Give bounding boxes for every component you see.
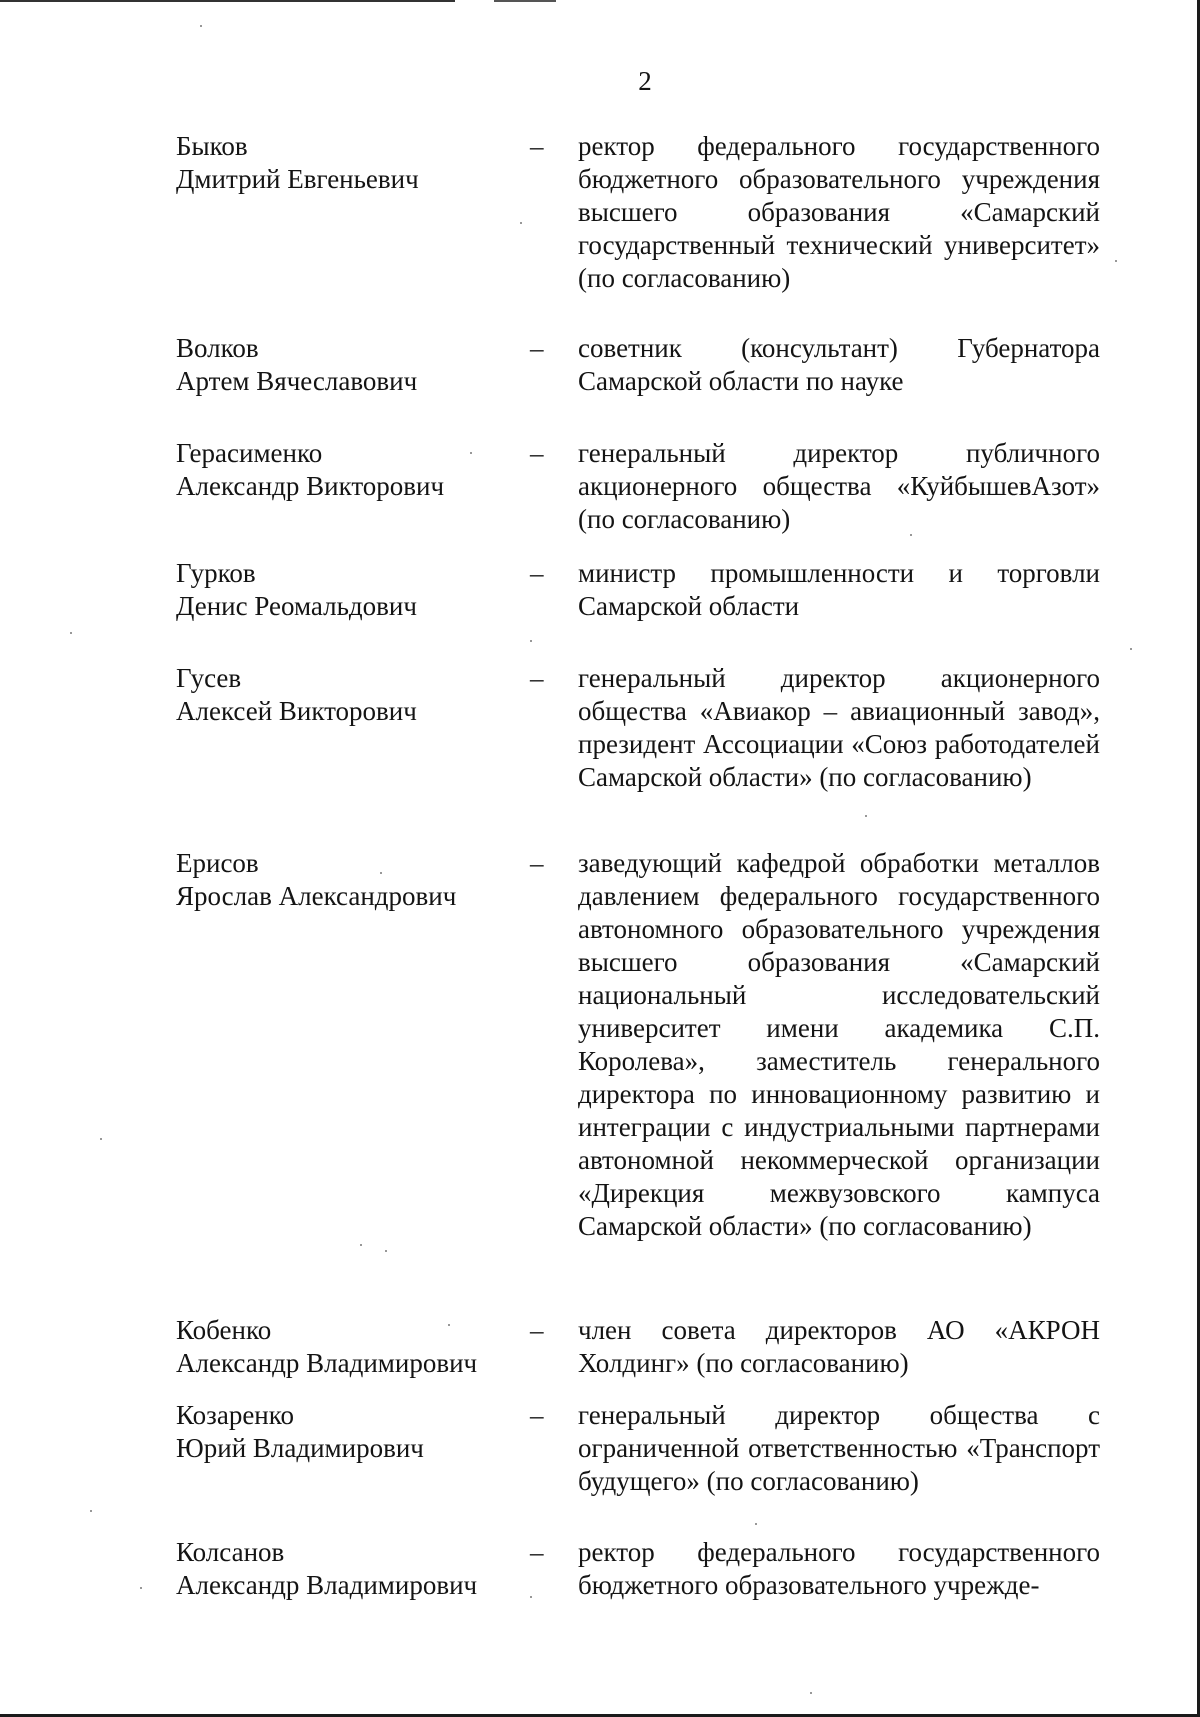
scan-speck (1130, 648, 1132, 650)
scan-speck (470, 452, 472, 454)
member-surname: Герасименко (176, 438, 323, 468)
member-dash: – (530, 438, 544, 468)
member-name (176, 662, 526, 728)
member-given-names: Александр Викторович (176, 471, 445, 501)
member-given-names: Денис Реомальдович (176, 591, 417, 621)
member-role: заведующий кафедрой обработки металлов давлением федерального государственного автономного образовательного учреждения высшего образования «Самарский национальный исследовательский университет имени академика С.П. Королева», заместитель генерального директора по инновационному развитию и интеграции с индустриальными партнерами автономной некоммерческой организации «Дирекция межвузовского кампуса Самарской области» (по согласованию) (578, 848, 1100, 1241)
member-dash: – (530, 848, 544, 878)
scan-speck (90, 1510, 92, 1512)
member-role: министр промышленности и торговли Самарской области (578, 558, 1100, 621)
member-dash: – (530, 333, 544, 363)
member-name (176, 1399, 526, 1465)
member-dash: – (530, 1537, 544, 1567)
member-role: ректор федерального государственного бюджетного образовательного учреждения высшего образования «Самарский государственный технический университет» (по согласованию) (578, 131, 1100, 293)
page-number: 2 (638, 66, 652, 96)
member-role: ректор федерального государственного бюджетного образовательного учрежде- (578, 1537, 1100, 1600)
member-name (176, 847, 526, 913)
scan-speck (520, 222, 522, 224)
scan-speck (380, 872, 382, 874)
top-edge-line-short (494, 0, 556, 2)
member-given-names: Алексей Викторович (176, 696, 417, 726)
member-role: советник (консультант) Губернатора Самарской области по науке (578, 333, 1100, 396)
member-name (176, 1314, 526, 1380)
scan-speck (810, 1692, 812, 1694)
member-role: генеральный директор общества с ограниченной ответственностью «Транспорт будущего» (по согласованию) (578, 1400, 1100, 1496)
member-surname: Кобенко (176, 1315, 272, 1345)
member-role: член совета директоров АО «АКРОН Холдинг» (по согласованию) (578, 1315, 1100, 1378)
member-surname: Козаренко (176, 1400, 294, 1430)
top-edge-line (0, 0, 455, 2)
member-given-names: Ярослав Александрович (176, 881, 457, 911)
member-dash: – (530, 663, 544, 693)
member-surname: Быков (176, 131, 248, 161)
member-given-names: Артем Вячеславович (176, 366, 418, 396)
member-dash: – (530, 558, 544, 588)
scan-speck (200, 25, 202, 27)
scan-speck (910, 534, 912, 536)
scan-speck (70, 632, 72, 634)
scan-speck (360, 1244, 362, 1246)
scan-speck (530, 1596, 532, 1598)
member-dash: – (530, 1400, 544, 1430)
scan-speck (140, 1587, 142, 1589)
member-given-names: Юрий Владимирович (176, 1433, 424, 1463)
member-dash: – (530, 131, 544, 161)
member-name (176, 332, 526, 398)
member-surname: Волков (176, 333, 259, 363)
member-dash: – (530, 1315, 544, 1345)
member-given-names: Дмитрий Евгеньевич (176, 164, 419, 194)
scan-speck (385, 1250, 387, 1252)
member-surname: Гусев (176, 663, 242, 693)
member-given-names: Александр Владимирович (176, 1570, 478, 1600)
member-name (176, 557, 526, 623)
scan-speck (865, 815, 867, 817)
member-surname: Колсанов (176, 1537, 285, 1567)
scan-speck (755, 1523, 757, 1525)
scan-speck (1115, 260, 1117, 262)
member-surname: Гурков (176, 558, 256, 588)
member-name (176, 1536, 526, 1602)
member-given-names: Александр Владимирович (176, 1348, 478, 1378)
member-role: генеральный директор публичного акционерного общества «КуйбышевАзот» (по согласованию) (578, 438, 1100, 534)
scan-speck (530, 640, 532, 642)
scan-speck (448, 1324, 450, 1326)
member-name (176, 130, 526, 196)
member-surname: Ерисов (176, 848, 259, 878)
member-name (176, 437, 526, 503)
scan-speck (100, 1138, 102, 1140)
member-role: генеральный директор акционерного общества «Авиакор – авиационный завод», президент Ассоциации «Союз работодателей Самарской области» (по согласованию) (578, 663, 1100, 792)
